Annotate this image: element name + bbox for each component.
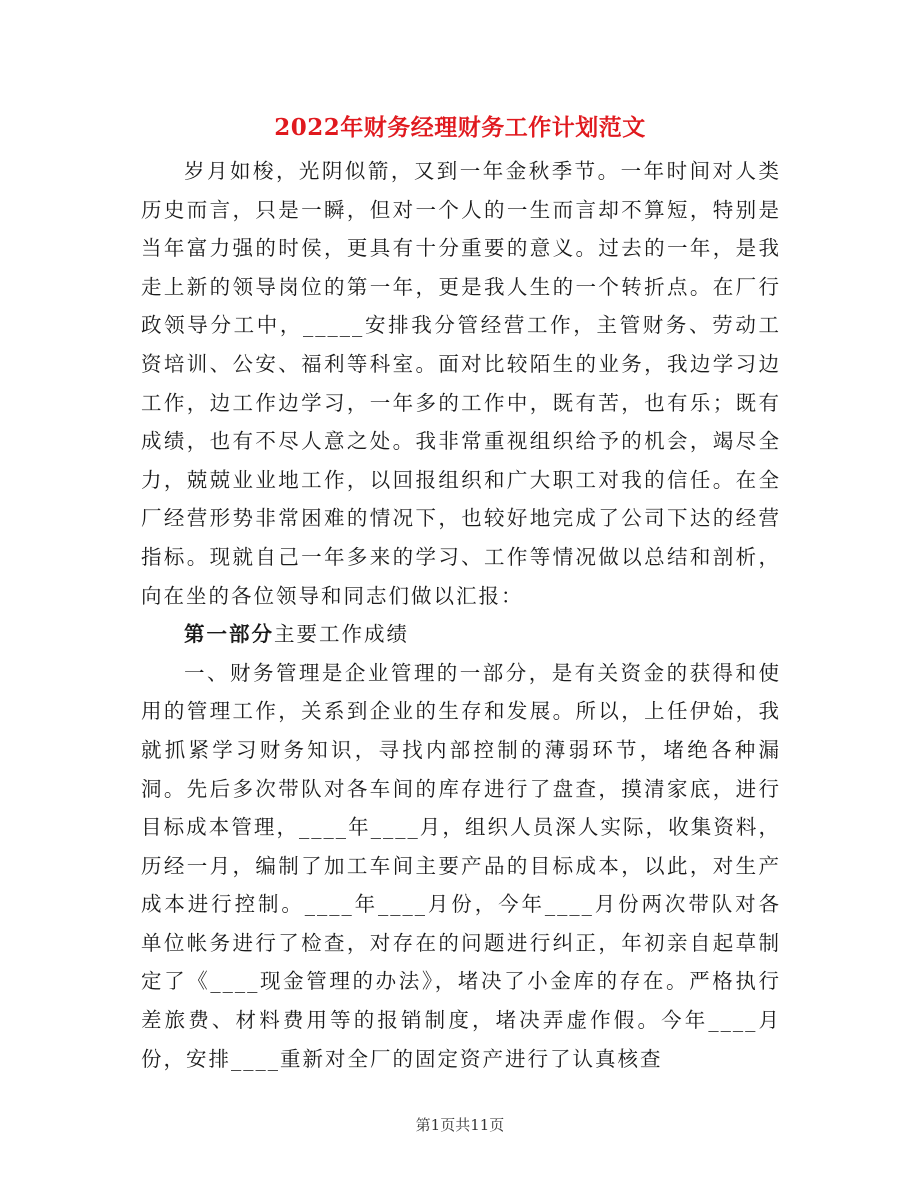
page-number: 第1页共11页 (415, 1116, 505, 1134)
document-title: 2022年财务经理财务工作计划范文 (274, 114, 646, 141)
section-heading-text: 主要工作成绩 (274, 622, 410, 647)
intro-paragraph: 岁月如梭，光阴似箭，又到一年金秋季节。一年时间对人类历史而言，只是一瞬，但对一个人的一生而言却不算短，特别是当年富力强的时侯，更具有十分重要的意义。过去的一年，是我走上新的领导岗位的第一年，更是我人生的一个转折点。在厂行政领导分工中，_____安排我分管经营工作，主管财务、劳动工资培训、公安、福利等科室。面对比较陌生的业务，我边学习边工作，边工作边学习，一年多的工作中，既有苦，也有乐；既有成绩，也有不尽人意之处。我非常重视组织给予的机会，竭尽全力，兢兢业业地工作，以回报组织和广大职工对我的信任。在全厂经营形势非常困难的情况下，也较好地完成了公司下达的经营指标。现就自己一年多来的学习、工作等情况做以总结和剖析，向在坐的各位领导和同志们做以汇报： (141, 159, 781, 608)
section-heading-bold: 第一部分 (184, 622, 275, 647)
document-body (141, 152, 781, 1078)
finance-paragraph: 一、财务管理是企业管理的一部分，是有关资金的获得和使用的管理工作，关系到企业的生存和发展。所以，上任伊始，我就抓紧学习财务知识，寻找内部控制的薄弱环节，堵绝各种漏洞。先后多次带队对各车间的库存进行了盘查，摸清家底，进行目标成本管理，____年____月，组织人员深人实际，收集资料，历经一月，编制了加工车间主要产品的目标成本，以此，对生产成本进行控制。____年____月份，今年____月份两次带队对各单位帐务进行了检查，对存在的问题进行纠正，年初亲自起草制定了《____现金管理的办法》，堵决了小金库的存在。严格执行差旅费、材料费用等的报销制度，堵决弄虚作假。今年____月份，安排____重新对全厂的固定资产进行了认真核查 (141, 660, 781, 1071)
section-heading (141, 615, 781, 654)
